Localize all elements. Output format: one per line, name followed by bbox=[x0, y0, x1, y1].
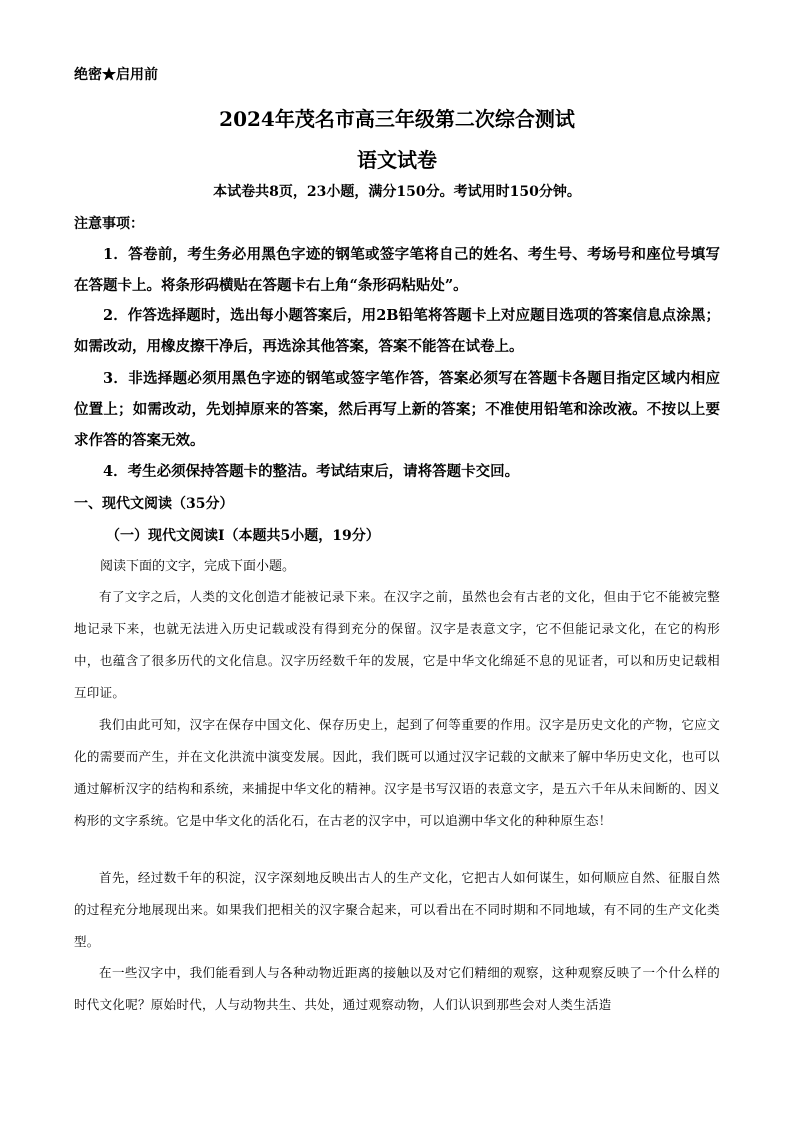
exam-title: 2024年茂名市高三年级第二次综合测试 bbox=[219, 107, 575, 131]
secret-label: 绝密★启用前 bbox=[74, 67, 158, 83]
notice-item: 2．作答选择题时，选出每小题答案后，用2B铅笔将答题卡上对应题目选项的答案信息点涂黑；如需改动，用橡皮擦干净后，再选涂其他答案，答案不能答在试卷上。 bbox=[74, 307, 720, 355]
exam-subject: 语文试卷 bbox=[357, 148, 437, 172]
notice-item: 1．答卷前，考生务必用黑色字迹的钢笔或签字笔将自己的姓名、考生号、考场号和座位号填写在答题卡上。将条形码横贴在答题卡右上角“条形码粘贴处”。 bbox=[74, 246, 720, 294]
notice-item: 3．非选择题必须用黑色字迹的钢笔或签字笔作答，答案必须写在答题卡各题目指定区域内相应位置上；如需改动，先划掉原来的答案，然后再写上新的答案；不准使用铅笔和涂改液。不按以上要求作答的答案无效。 bbox=[74, 370, 720, 449]
passage-paragraph: 有了文字之后，人类的文化创造才能被记录下来。在汉字之前，虽然也会有古老的文化，但由于它不能被完整地记录下来，也就无法进入历史记载或没有得到充分的保留。汉字是表意文字，它不但能记录文化，在它的构形中，也蕴含了很多历代的文化信息。汉字历经数千年的发展，它是中华文化绵延不息的见证者，可以和历史记载相互印证。 bbox=[74, 589, 720, 700]
passage-paragraph: 我们由此可知，汉字在保存中国文化、保存历史上，起到了何等重要的作用。汉字是历史文化的产物，它应文化的需要而产生，并在文化洪流中演变发展。因此，我们既可以通过汉字记载的文献来了解中华历史文化，也可以通过解析汉字的结构和系统，来捕捉中华文化的精神。汉字是书写汉语的表意文字，是五六千年从未间断的、因义构形的文字系统。它是中华文化的活化石，在古老的汉字中，可以追溯中华文化的种种原生态！ bbox=[74, 717, 720, 828]
notice-item: 4．考生必须保持答题卡的整洁。考试结束后，请将答题卡交回。 bbox=[103, 463, 520, 480]
notice-heading: 注意事项： bbox=[74, 216, 144, 232]
reading-instruction: 阅读下面的文字，完成下面小题。 bbox=[100, 559, 296, 574]
passage-paragraph: 在一些汉字中，我们能看到人与各种动物近距离的接触以及对它们精细的观察，这种观察反映了一个什么样的时代文化呢？原始时代，人与动物共生、共处，通过观察动物，人们认识到那些会对人类生活造 bbox=[74, 965, 720, 1012]
subsection-heading: （一）现代文阅读Ⅰ（本题共5小题，19分） bbox=[106, 528, 380, 544]
section-heading: 一、现代文阅读（35分） bbox=[74, 496, 234, 512]
passage-paragraph: 首先，经过数千年的积淀，汉字深刻地反映出古人的生产文化，它把古人如何谋生，如何顺应自然、征服自然的过程充分地展现出来。如果我们把相关的汉字聚合起来，可以看出在不同时期和不同地域，有不同的生产文化类型。 bbox=[74, 870, 720, 949]
exam-info: 本试卷共8页，23小题，满分150分。考试用时150分钟。 bbox=[213, 184, 581, 200]
